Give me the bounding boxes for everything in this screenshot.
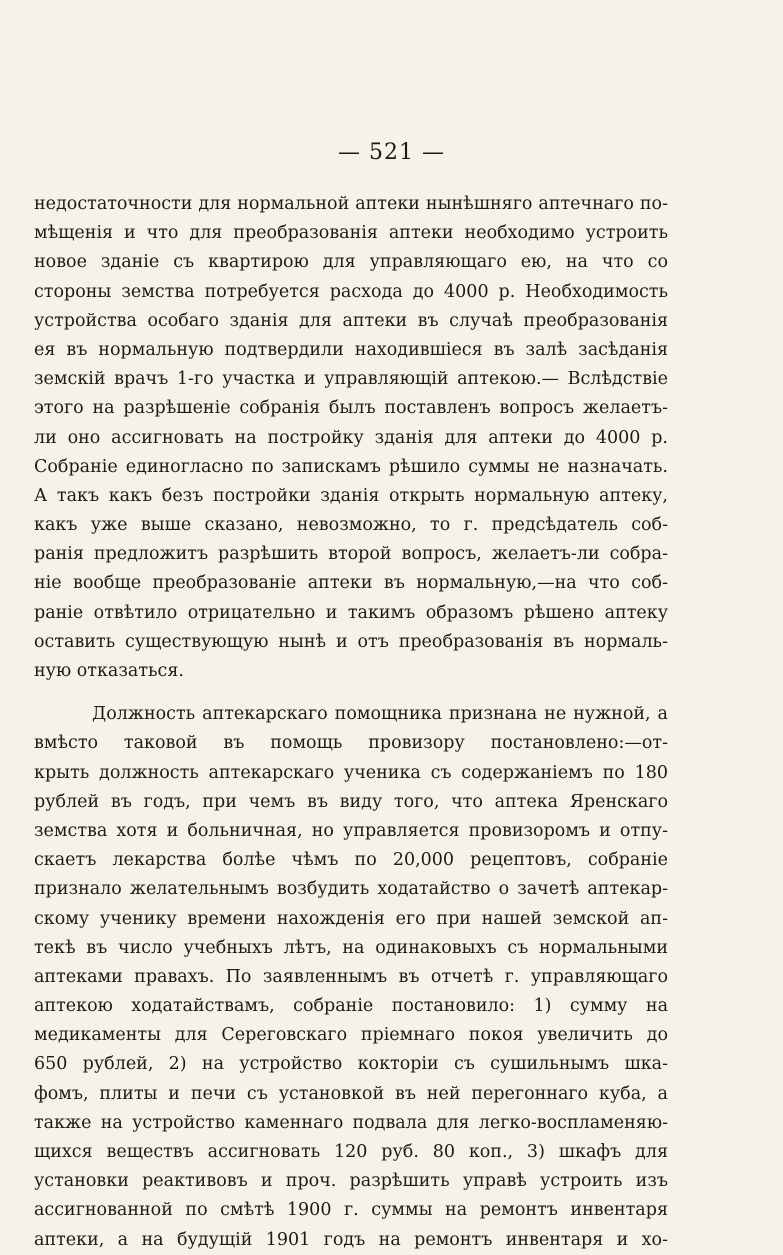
text-line: медикаменты для Сереговскаго пріемнаго покоя увеличить до xyxy=(34,1025,668,1046)
text-line: А такъ какъ безъ постройки зданія открыть нормальную аптеку, xyxy=(34,485,668,506)
text-line: Собраніе единогласно по запискамъ рѣшило суммы не назначать. xyxy=(34,456,668,477)
text-line: раніе отвѣтило отрицательно и такимъ образомъ рѣшено аптеку xyxy=(34,602,668,623)
text-line: ранія предложитъ разрѣшить второй вопросъ, желаетъ-ли собра- xyxy=(34,544,668,565)
text-line: аптекою ходатайствамъ, собраніе постановило: 1) сумму на xyxy=(34,996,668,1017)
text-line: текѣ въ число учебныхъ лѣтъ, на одинаковыхъ съ нормальными xyxy=(34,937,668,958)
paragraph-1 xyxy=(34,190,668,686)
text-line: щихся веществъ ассигновать 120 руб. 80 коп., 3) шкафъ для xyxy=(34,1142,668,1162)
body-text xyxy=(34,190,668,1255)
text-line: крыть должность аптекарскаго ученика съ содержаніемъ по 180 xyxy=(34,762,668,783)
paragraph-gap xyxy=(34,686,668,700)
text-line: аптеки, а на будущій 1901 годъ на ремонтъ инвентаря и хо- xyxy=(34,1229,668,1250)
text-line: 650 рублей, 2) на устройство кокторіи съ сушильнымъ шка- xyxy=(34,1054,668,1075)
text-line: недостаточности для нормальной аптеки нынѣшняго аптечнаго по- xyxy=(34,194,668,214)
text-line: Должность аптекарскаго помощника признана не нужной, а xyxy=(92,704,668,725)
text-line: ную отказаться. xyxy=(34,661,184,681)
text-line: установки реактивовъ и проч. разрѣшить управѣ устроить изъ xyxy=(34,1171,668,1192)
text-line: оставить существующую нынѣ и отъ преобразованія въ нормаль- xyxy=(34,631,668,652)
text-line: ассигнованной по смѣтѣ 1900 г. суммы на ремонтъ инвентаря xyxy=(34,1200,668,1221)
text-line: стороны земства потребуется расхода до 4000 р. Необходимость xyxy=(34,281,668,302)
text-line: скаетъ лекарства болѣе чѣмъ по 20,000 рецептовъ, собраніе xyxy=(34,850,668,871)
text-line: аптеками правахъ. По заявленнымъ въ отчетѣ г. управляющаго xyxy=(34,966,668,987)
page-number: — 521 — xyxy=(338,140,445,165)
paragraph-2 xyxy=(34,700,668,1255)
text-line: вмѣсто таковой въ помощь провизору постановлено:—от- xyxy=(34,733,668,754)
text-line: ніе вообще преобразованіе аптеки въ нормальную,—на что соб- xyxy=(34,573,668,594)
text-line: признало желательнымъ возбудить ходатайство о зачетѣ аптекар- xyxy=(34,879,668,900)
text-line: фомъ, плиты и печи съ установкой въ ней перегоннаго куба, а xyxy=(34,1083,668,1104)
text-line: этого на разрѣшеніе собранія былъ поставленъ вопросъ желаетъ- xyxy=(34,398,668,419)
text-line: скому ученику времени нахожденія его при нашей земской ап- xyxy=(34,908,668,929)
text-line: новое зданіе съ квартирою для управляющаго ею, на что со xyxy=(34,252,668,273)
text-line: мѣщенія и что для преобразованія аптеки необходимо устроить xyxy=(34,223,668,244)
text-line: земскій врачъ 1-го участка и управляющій аптекою.— Вслѣдствіе xyxy=(34,369,668,390)
text-line: устройства особаго зданія для аптеки въ случаѣ преобразованія xyxy=(34,310,668,331)
text-line: ли оно ассигновать на постройку зданія для аптеки до 4000 р. xyxy=(34,427,668,448)
text-line: земства хотя и больничная, но управляется провизоромъ и отпу- xyxy=(34,820,668,841)
text-line: рублей въ годъ, при чемъ въ виду того, что аптека Яренскаго xyxy=(34,791,668,812)
text-line: также на устройство каменнаго подвала для легко-воспламеняю- xyxy=(34,1112,668,1133)
text-line: ея въ нормальную подтвердили находившіеся въ залѣ засѣданія xyxy=(34,339,668,360)
text-line: какъ уже выше сказано, невозможно, то г. предсѣдатель соб- xyxy=(34,515,668,536)
